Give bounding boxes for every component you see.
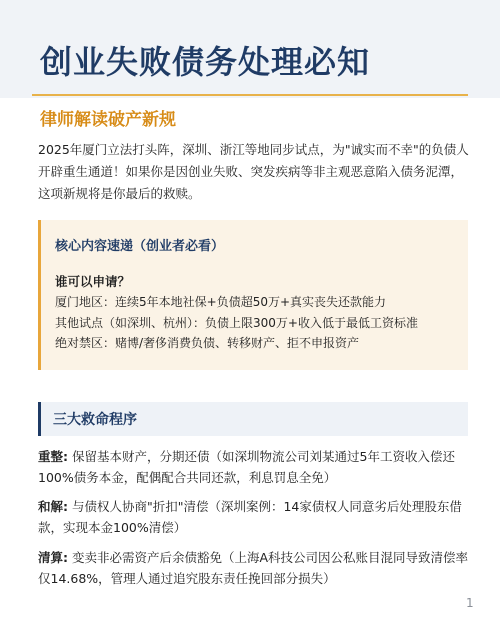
core-question: 谁可以申请？ (55, 274, 131, 289)
procedure-term: 重整: (38, 449, 68, 464)
section-header-box (38, 402, 468, 436)
core-content-box (38, 220, 468, 370)
procedure-text: 变卖非必需资产后余债豁免（上海A科技公司因公私账目混同导致清偿率仅14.68%，管理人通过追究股东责任挽回部分损失） (38, 550, 469, 586)
procedure-text: 保留基本财产，分期还债（如深圳物流公司刘某通过5年工资收入偿还100%债务本金，配偶配合共同还款，利息罚息全免） (38, 449, 455, 485)
procedure-item-settlement (38, 496, 470, 538)
core-title: 核心内容速递（创业者必看） (55, 239, 225, 254)
section-title: 三大救命程序 (53, 412, 137, 428)
intro-paragraph: 2025年厦门立法打头阵，深圳、浙江等地同步试点，为"诚实而不幸"的负债人开辟重生通道！如果你是因创业失败、突发疾病等非主观恶意陷入债务泥潭，这项新规将是你最后的救赎。 (38, 142, 469, 201)
page-number: 1 (466, 596, 474, 610)
procedure-item-reorganization (38, 446, 470, 488)
procedure-term: 和解: (38, 499, 68, 514)
procedure-text: 与债权人协商"折扣"清偿（深圳案例：14家债权人同意劣后处理股东借款，实现本金100%清偿） (38, 499, 462, 535)
core-line-forbidden: 绝对禁区：赌博/奢侈消费负债、转移财产、拒不申报资产 (55, 336, 360, 350)
core-line-other-pilots: 其他试点（如深圳、杭州）：负债上限300万+收入低于最低工资标准 (55, 315, 418, 330)
title-divider (32, 94, 468, 96)
page-subtitle: 律师解读破产新规 (40, 110, 176, 130)
procedure-term: 清算: (38, 550, 68, 565)
page-title: 创业失败债务处理必知 (40, 43, 371, 81)
core-line-xiamen: 厦门地区：连续5年本地社保+负债超50万+真实丧失还款能力 (55, 295, 387, 309)
procedure-item-liquidation (38, 547, 470, 589)
core-lines (55, 292, 465, 354)
